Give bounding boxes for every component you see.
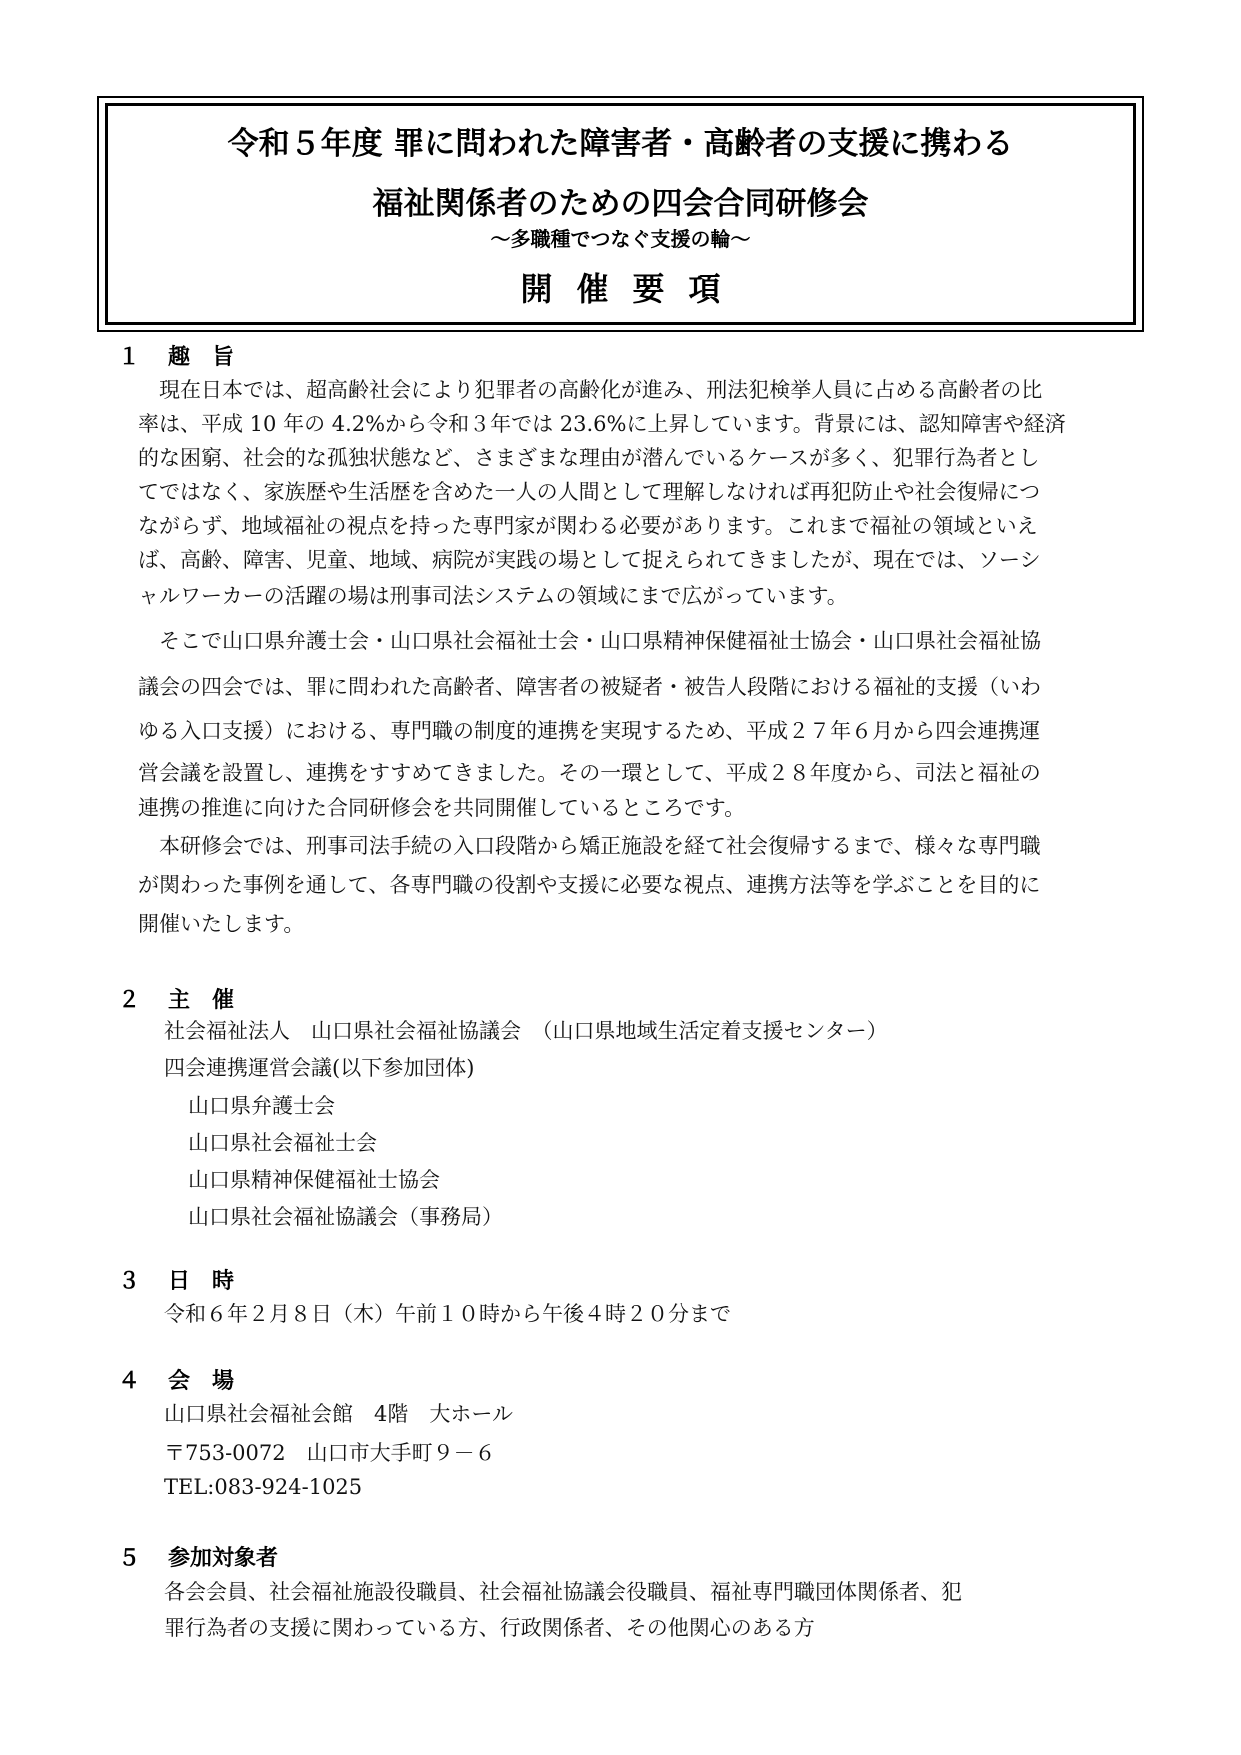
purpose-line: 本研修会では、刑事司法手続の入口段階から矯正施設を経て社会復帰するまで、様々な専門職: [138, 834, 1041, 858]
section-1-heading: [118, 340, 234, 371]
section-number: １: [118, 345, 141, 370]
purpose-line: 率は、平成 10 年の 4.2%から令和３年では 23.6%に上昇しています。背景には、認知障害や経済: [138, 412, 1066, 436]
subtitle: ～多職種でつなぐ支援の輪～: [490, 227, 751, 251]
member-organization: 山口県社会福祉協議会（事務局）: [188, 1205, 503, 1229]
member-organization: 山口県精神保健福祉士協会: [188, 1168, 440, 1192]
venue-name: 山口県社会福祉会館 4階 大ホール: [164, 1402, 513, 1426]
title-line-2: 福祉関係者のための四会合同研修会: [372, 186, 869, 222]
purpose-line: ゆる入口支援）における、専門職の制度的連携を実現するため、平成２７年６月から四会連携運: [138, 719, 1041, 743]
section-number: ５: [118, 1546, 141, 1571]
section-title: 日 時: [168, 1269, 235, 1294]
section-number: ２: [118, 988, 141, 1013]
purpose-line: てではなく、家族歴や生活歴を含めた一人の人間として理解しなければ再犯防止や社会復帰につ: [138, 480, 1041, 504]
purpose-line: ば、高齢、障害、児童、地域、病院が実践の場として捉えられてきましたが、現在では、ソーシ: [138, 548, 1041, 572]
purpose-line: そこで山口県弁護士会・山口県社会福祉士会・山口県精神保健福祉士協会・山口県社会福祉協: [138, 629, 1041, 653]
target-audience-line: 各会会員、社会福祉施設役職員、社会福祉協議会役職員、福祉専門職団体関係者、犯: [164, 1580, 962, 1604]
section-number: ３: [118, 1269, 141, 1294]
purpose-line: 現在日本では、超高齢社会により犯罪者の高齢化が進み、刑法犯検挙人員に占める高齢者の比: [138, 378, 1043, 402]
purpose-line: 議会の四会では、罪に問われた高齢者、障害者の被疑者・被告人段階における福祉的支援（いわ: [138, 675, 1041, 699]
member-organization: 山口県社会福祉士会: [188, 1131, 377, 1155]
purpose-line: が関わった事例を通して、各専門職の役割や支援に必要な視点、連携方法等を学ぶことを目的に: [138, 873, 1041, 897]
document-type-heading: 開催要項: [520, 270, 745, 308]
event-datetime: 令和６年２月８日（木）午前１０時から午後４時２０分まで: [164, 1302, 731, 1326]
title-line-1: 令和５年度 罪に問われた障害者・高齢者の支援に携わる: [227, 126, 1014, 162]
organizer-text: 社会福祉法人 山口県社会福祉協議会 （山口県地域生活定着支援センター）: [164, 1019, 888, 1043]
purpose-line: ながらず、地域福祉の視点を持った専門家が関わる必要があります。これまで福祉の領域といえ: [138, 514, 1038, 538]
venue-address: 〒753-0072 山口市大手町９－６: [164, 1441, 496, 1465]
section-number: ４: [118, 1369, 141, 1394]
target-audience-line: 罪行為者の支援に関わっている方、行政関係者、その他関心のある方: [164, 1616, 815, 1640]
section-3-heading: [118, 1264, 234, 1295]
section-4-heading: [118, 1364, 234, 1395]
purpose-line: 連携の推進に向けた合同研修会を共同開催しているところです。: [138, 796, 746, 820]
purpose-line: 営会議を設置し、連携をすすめてきました。その一環として、平成２８年度から、司法と福祉の: [138, 761, 1041, 785]
purpose-line: 開催いたします。: [138, 912, 305, 936]
section-2-heading: [118, 983, 234, 1014]
section-title: 主 催: [168, 988, 235, 1013]
section-title: 趣 旨: [168, 345, 235, 370]
venue-phone: TEL:083-924-1025: [164, 1475, 363, 1499]
purpose-line: 的な困窮、社会的な孤独状態など、さまざまな理由が潜んでいるケースが多く、犯罪行為者とし: [138, 446, 1040, 470]
section-title: 会 場: [168, 1369, 235, 1394]
purpose-line: ャルワーカーの活躍の場は刑事司法システムの領域にまで広がっています。: [138, 584, 848, 608]
council-text: 四会連携運営会議(以下参加団体): [164, 1056, 475, 1080]
section-5-heading: [118, 1541, 278, 1572]
member-organization: 山口県弁護士会: [188, 1094, 335, 1118]
section-title: 参加対象者: [168, 1546, 279, 1571]
